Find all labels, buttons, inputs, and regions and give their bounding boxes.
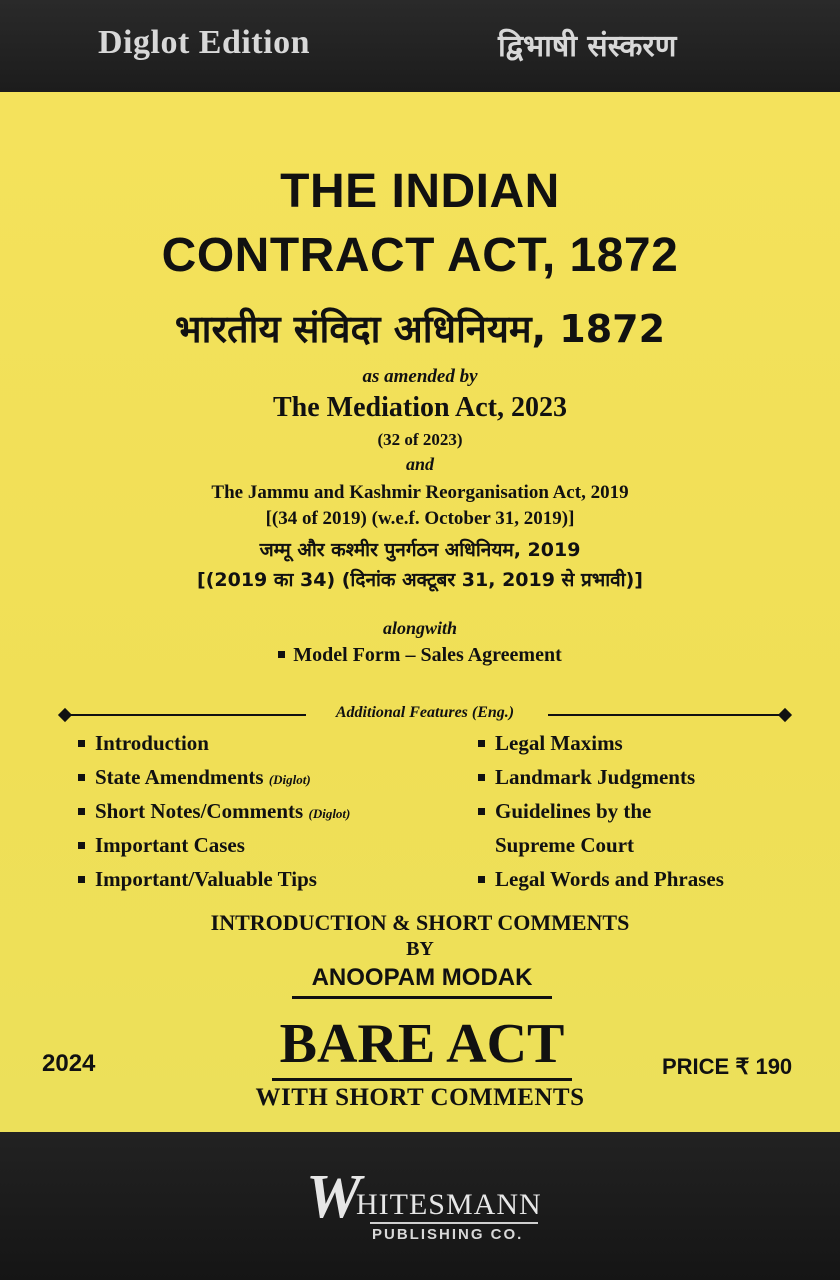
with-short-comments: WITH SHORT COMMENTS — [255, 1084, 585, 1111]
title-line-1: THE INDIAN — [280, 165, 560, 218]
edition-year: 2024 — [42, 1050, 96, 1077]
bullet-icon — [78, 876, 85, 883]
list-item: Introduction — [78, 726, 350, 760]
edition-label-english: Diglot Edition — [98, 24, 310, 61]
by-label: BY — [406, 938, 434, 960]
list-item: Legal Words and Phrases — [478, 862, 724, 896]
bullet-icon — [78, 740, 85, 747]
bullet-icon — [78, 842, 85, 849]
bare-act-title: BARE ACT — [272, 1016, 572, 1081]
as-amended-by: as amended by — [362, 366, 478, 387]
top-band — [0, 0, 840, 92]
edition-label-hindi: द्विभाषी संस्करण — [498, 29, 677, 64]
publisher-name: HITESMANN — [356, 1188, 542, 1221]
publisher-subtitle: PUBLISHING CO. — [372, 1226, 524, 1243]
title-hindi: भारतीय संविदा अधिनियम, 1872 — [174, 307, 666, 351]
title-line-2: CONTRACT ACT, 1872 — [161, 229, 679, 282]
bottom-band — [0, 1132, 840, 1280]
list-item: Landmark Judgments — [478, 760, 724, 794]
book-cover — [0, 92, 840, 1132]
bullet-icon — [478, 740, 485, 747]
bullet-icon — [78, 774, 85, 781]
bullet-icon — [78, 808, 85, 815]
alongwith-label: alongwith — [382, 618, 458, 638]
divider-line — [548, 714, 784, 716]
jk-act-number: [(34 of 2019) (w.e.f. October 31, 2019)] — [265, 508, 575, 529]
jk-act-number-hindi: [(2019 का 34) (दिनांक अक्टूबर 31, 2019 से प्रभावी)] — [197, 569, 643, 591]
features-list-right — [478, 726, 724, 896]
price-label: PRICE ₹ 190 — [662, 1054, 793, 1079]
jk-act-hindi: जम्मू और कश्मीर पुनर्गठन अधिनियम, 2019 — [259, 539, 581, 561]
features-list-left — [78, 726, 350, 896]
and-label: and — [405, 454, 434, 474]
list-item: Important/Valuable Tips — [78, 862, 350, 896]
bullet-icon — [478, 876, 485, 883]
list-item: Guidelines by the — [478, 794, 724, 828]
features-heading: Additional Features (Eng.) — [335, 704, 515, 721]
list-item: Legal Maxims — [478, 726, 724, 760]
bullet-icon — [278, 651, 285, 658]
list-item: Important Cases — [78, 828, 350, 862]
mediation-act: The Mediation Act, 2023 — [273, 392, 567, 423]
bullet-icon — [478, 808, 485, 815]
author-name: ANOOPAM MODAK — [292, 964, 552, 999]
publisher-initial: W — [306, 1163, 362, 1231]
publisher-logo — [306, 1162, 546, 1252]
mediation-act-number: (32 of 2023) — [377, 430, 463, 449]
model-form-text: Model Form – Sales Agreement — [293, 644, 562, 666]
features-divider — [60, 704, 790, 724]
bullet-icon — [478, 774, 485, 781]
list-item: State Amendments (Diglot) — [78, 760, 350, 794]
list-item: Short Notes/Comments (Diglot) — [78, 794, 350, 828]
logo-rule — [370, 1222, 538, 1224]
list-item: Supreme Court — [495, 833, 635, 857]
jk-reorganisation-act: The Jammu and Kashmir Reorganisation Act, 2019 — [211, 482, 629, 503]
model-form-item — [0, 644, 840, 667]
introduction-credit: INTRODUCTION & SHORT COMMENTS — [210, 910, 630, 935]
